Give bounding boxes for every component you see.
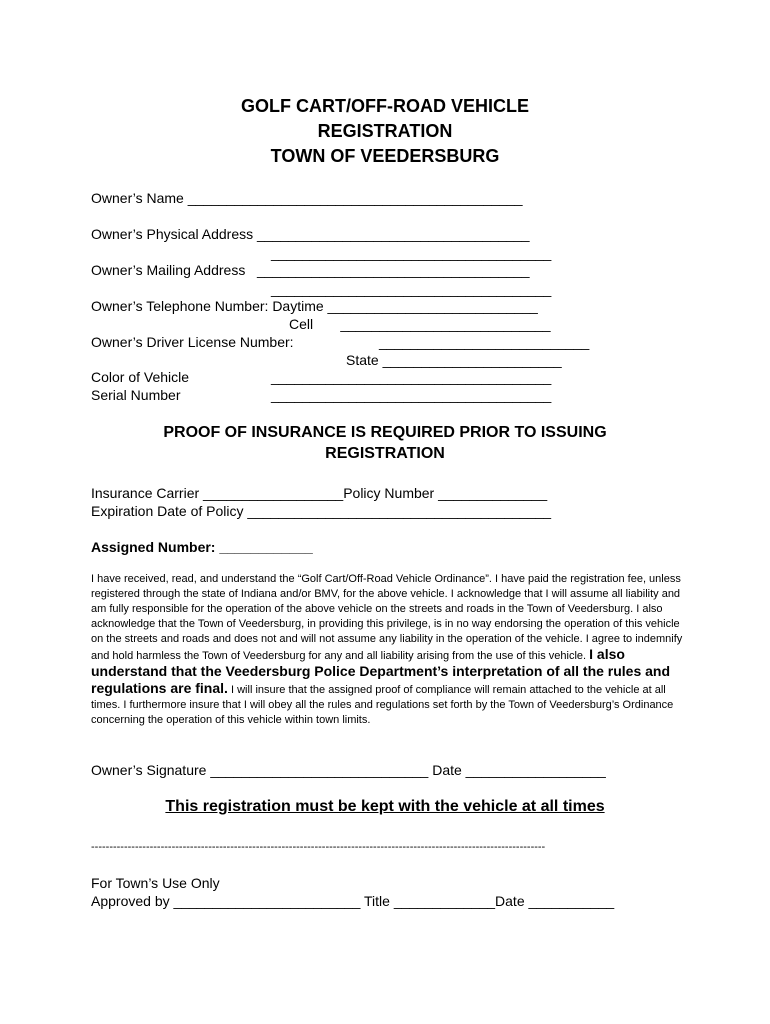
- keep-with-vehicle-notice: This registration must be kept with the vehicle at all times: [165, 798, 605, 815]
- owner-signature-field[interactable]: Owner’s Signature ____________________________ Date __________________: [91, 762, 606, 778]
- agreement-text-1: I have received, read, and understand the “Golf Cart/Off-Road Vehicle Ordinance”. I have paid the registration fee, unless registered through the state of Indiana and/or BMV, for the above vehicle. I acknowledge that I will assume all liability and am fully responsible for the operation of the above vehicle on the streets and roads in the Town of Veedersburg. I also acknowledge that the Town of Veedersburg, in providing this privilege, is in no way endorsing the operation of this vehicle on the streets and roads and does not and will not assume any liability in the operation of the vehicle. I agree to indemnify and hold harmless the Town of Veedersburg for any and all liability arising from the use of this vehicle.: [91, 573, 683, 662]
- driver-license-label: Owner’s Driver License Number:: [91, 334, 294, 350]
- agreement-bold-text: I also understand that the Veedersburg Police Department’s interpretation of all the rules and regulations are final.: [91, 646, 671, 696]
- assigned-number-field[interactable]: Assigned Number: ____________: [91, 539, 313, 555]
- title-line-1: GOLF CART/OFF-ROAD VEHICLE: [241, 96, 529, 116]
- mailing-address-continuation[interactable]: ____________________________________: [271, 281, 552, 297]
- agreement-paragraph: [91, 572, 691, 728]
- insurance-heading-line-2: REGISTRATION: [325, 445, 445, 462]
- mailing-address-field[interactable]: Owner’s Mailing Address ___________________________________: [91, 262, 530, 278]
- serial-number-field[interactable]: ____________________________________: [271, 387, 552, 403]
- physical-address-field[interactable]: Owner’s Physical Address ___________________________________: [91, 226, 530, 242]
- physical-address-continuation[interactable]: ____________________________________: [271, 245, 552, 261]
- policy-expiration-field[interactable]: Expiration Date of Policy _______________________________________: [91, 503, 552, 519]
- telephone-daytime-field[interactable]: Owner’s Telephone Number: Daytime ___________________________: [91, 298, 538, 314]
- section-divider: ----------------------------------------------------------------------------------------------------------------------------: [91, 841, 546, 853]
- form-title: [0, 94, 770, 169]
- color-of-vehicle-field[interactable]: ____________________________________: [271, 369, 552, 385]
- title-line-2: REGISTRATION: [317, 121, 453, 141]
- license-state-field[interactable]: State _______________________: [346, 352, 562, 368]
- title-line-3: TOWN OF VEEDERSBURG: [270, 146, 500, 166]
- approval-field[interactable]: Approved by ________________________ Title _____________Date ___________: [91, 893, 615, 909]
- telephone-cell-field[interactable]: Cell ___________________________: [289, 316, 551, 332]
- insurance-carrier-field[interactable]: Insurance Carrier __________________Policy Number ______________: [91, 485, 548, 501]
- town-use-label: For Town’s Use Only: [91, 875, 220, 891]
- serial-number-label: Serial Number: [91, 387, 181, 403]
- agreement-text-2: I will insure that the assigned proof of compliance will remain attached to the vehicle at all times. I furthermore insure that I will obey all the rules and regulations set forth by the Town of Veedersburg’s Ordinance concerning the operation of this vehicle within town limits.: [91, 684, 674, 726]
- color-of-vehicle-label: Color of Vehicle: [91, 369, 190, 385]
- insurance-heading: [0, 422, 770, 464]
- insurance-heading-line-1: PROOF OF INSURANCE IS REQUIRED PRIOR TO ISSUING: [163, 424, 607, 441]
- driver-license-field[interactable]: ___________________________: [379, 334, 590, 350]
- owner-name-field[interactable]: Owner’s Name ___________________________________________: [91, 190, 523, 206]
